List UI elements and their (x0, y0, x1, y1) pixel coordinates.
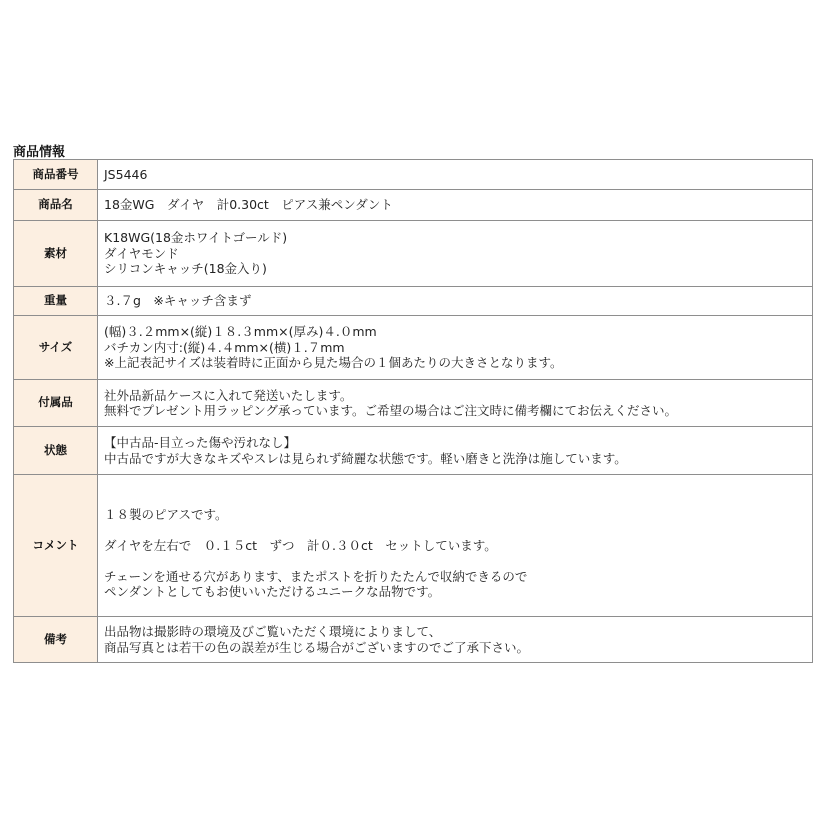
product-name-value (98, 190, 813, 221)
row-label-remarks: 備考 (14, 617, 98, 663)
value-line: K18WG(18金ホワイトゴールド) (104, 230, 288, 246)
weight-value (98, 287, 813, 316)
table-row (14, 287, 813, 316)
table-row (14, 160, 813, 190)
row-label-weight: 重量 (14, 287, 98, 316)
value-line (104, 553, 808, 569)
row-label-accessories: 付属品 (14, 380, 98, 427)
accessories-value (98, 380, 813, 427)
table-row (14, 380, 813, 427)
row-label-comment: コメント (14, 475, 98, 617)
value-line: チェーンを通せる穴があります、またポストを折りたたんで収納できるので (104, 568, 528, 584)
value-line: JS5446 (104, 166, 148, 182)
section-title: 商品情報 (13, 145, 66, 160)
table-row (14, 617, 813, 663)
value-line: シリコンキャッチ(18金入り) (104, 261, 267, 277)
material-value (98, 221, 813, 287)
row-label-product-name: 商品名 (14, 190, 98, 221)
product-info-table (13, 159, 813, 663)
value-line: 社外品新品ケースに入れて発送いたします。 (104, 387, 353, 403)
table-row (14, 190, 813, 221)
value-line: 中古品ですが大きなキズやスレは見られず綺麗な状態です。軽い磨きと洗浄は施しています。 (104, 450, 627, 466)
value-line: 商品写真とは若干の色の誤差が生じる場合がございますのでご了承下さい。 (104, 639, 530, 655)
row-label-condition: 状態 (14, 427, 98, 475)
value-line: ３.７g ※キャッチ含まず (104, 293, 252, 309)
value-line: ダイヤモンド (104, 245, 179, 261)
remarks-value (98, 617, 813, 663)
value-line: (幅)３.２mm×(縦)１８.３mm×(厚み)４.０mm (104, 324, 377, 340)
table-row (14, 427, 813, 475)
product-number-value (98, 160, 813, 190)
comment-value (98, 475, 813, 617)
row-label-size: サイズ (14, 316, 98, 380)
condition-value (98, 427, 813, 475)
value-line: ペンダントとしてもお使いいただけるユニークな品物です。 (104, 584, 441, 600)
value-line: ※上記表記サイズは装着時に正面から見た場合の１個あたりの大きさとなります。 (104, 355, 563, 371)
value-line: １８製のピアスです。 (104, 506, 228, 522)
size-value (98, 316, 813, 380)
value-line: 【中古品-目立った傷や汚れなし】 (104, 435, 297, 450)
table-row (14, 475, 813, 617)
table-row (14, 316, 813, 380)
row-label-material: 素材 (14, 221, 98, 287)
value-line: 出品物は撮影時の環境及びご覧いただく環境によりまして、 (104, 624, 442, 639)
value-line: バチカン内寸:(縦)４.４mm×(横)１.７mm (104, 339, 345, 355)
value-line (104, 491, 808, 507)
table-row (14, 221, 813, 287)
row-label-product-number: 商品番号 (14, 160, 98, 190)
value-line: 18金WG ダイヤ 計0.30ct ピアス兼ペンダント (104, 197, 393, 213)
value-line (104, 522, 808, 538)
value-line: ダイヤを左右で ０.１５ct ずつ 計０.３０ct セットしています。 (104, 537, 497, 553)
value-line: 無料でプレゼント用ラッピング承っています。ご希望の場合はご注文時に備考欄にてお伝えください。 (104, 403, 678, 418)
